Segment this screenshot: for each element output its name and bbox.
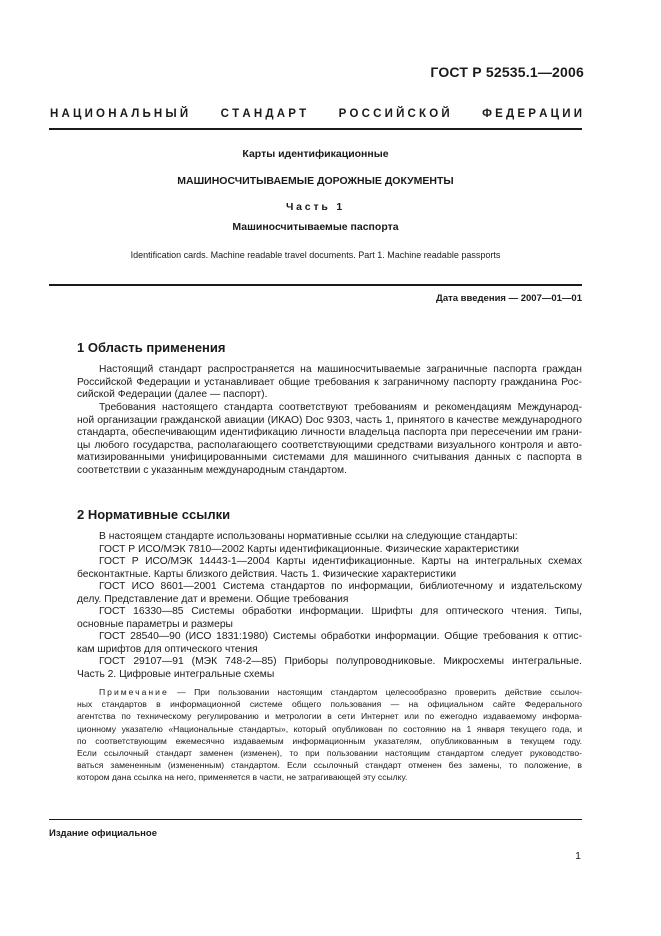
national-standard-banner [50, 108, 582, 120]
reference-line: бесконтактные. Карты близкого действия. Часть 1. Физические характеристики [77, 568, 457, 580]
note-block [77, 686, 582, 784]
footer-rule [49, 819, 582, 820]
reference-line: ГОСТ 28540—90 (ИСО 1831:1980) Системы обработки информации. Общие требования к оттис- [99, 631, 582, 642]
reference-line: делу. Представление дат и времени. Общие требования [77, 593, 349, 605]
text-line: Требования настоящего стандарта соответствуют требованиям и рекомендациям Международ- [99, 402, 582, 413]
note-line: по соответствующим ежемесячно издаваемым информационным указателям, опубликованным в текущем году. [77, 735, 582, 746]
title-rule [49, 284, 582, 286]
banner-word-federation: Ф Е Д Е Р А Ц И И [482, 108, 582, 120]
section-1-paragraph-2 [77, 402, 582, 477]
reference-line: основные параметры и размеры [77, 618, 233, 630]
note-line: ционному указателю «Национальные стандарты», который опубликован по состоянию на 1 января текущего года, и [77, 723, 582, 734]
reference-line: ГОСТ 29107—91 (МЭК 748-2—85) Приборы полупроводниковые. Микросхемы интегральные. [99, 656, 582, 667]
note-line: агентства по техническому регулированию и метрологии в сети Интернет или по ежегодно издаваемому информа- [77, 711, 582, 722]
section-1-paragraph-1 [77, 364, 582, 402]
note-first-text: — При пользовании настоящим стандартом целесообразно проверить действие ссылоч- [168, 687, 582, 697]
reference-line: ГОСТ ИСО 8601—2001 Система стандартов по информации, библиотечному и издательскому [99, 581, 582, 592]
title-line-2: МАШИНОСЧИТЫВАЕМЫЕ ДОРОЖНЫЕ ДОКУМЕНТЫ [177, 175, 454, 187]
text-line: Настоящий стандарт распространяется на машиносчитываемые заграничные паспорта граждан [99, 364, 582, 375]
normative-references-list [77, 531, 582, 681]
reference-line: ГОСТ 16330—85 Системы обработки информации. Шрифты для оптического чтения. Типы, [99, 606, 582, 617]
banner-word-national: Н А Ц И О Н А Л Ь Н Ы Й [50, 108, 189, 120]
header-rule [49, 128, 582, 130]
reference-line: В настоящем стандарте использованы нормативные ссылки на следующие стандарты: [99, 531, 518, 542]
title-part: Часть 1 [285, 201, 345, 213]
text-line: ной организации гражданской авиации (ИКАО) Doc 9303, часть 1, принятого в качестве международного [77, 414, 582, 426]
text-line: стандарта, обеспечивающим идентификацию личности владельца паспорта при пересечении им грани- [77, 427, 582, 438]
text-line: сийской Федерации (далее — паспорт). [77, 389, 268, 400]
english-title: Identification cards. Machine readable travel documents. Part 1. Machine readable passports [130, 250, 501, 260]
reference-line: ГОСТ Р ИСО/МЭК 7810—2002 Карты идентификационные. Физические характеристики [99, 543, 520, 555]
official-edition-label: Издание официальное [49, 828, 157, 839]
note-line: котором дана ссылка на него, применяется в части, не затрагивающей эту ссылку. [77, 772, 408, 783]
section-1-heading: 1 Область применения [77, 340, 226, 355]
note-line [77, 686, 582, 698]
title-line-3: Машиносчитываемые паспорта [232, 221, 399, 233]
title-line-1: Карты идентификационные [242, 148, 389, 160]
text-line: Российской Федерации и устанавливает общие требования к заграничному паспорту гражданина Рос- [77, 376, 582, 388]
text-line: матизированными унифицированными системами для машинного считывания данных с паспорта в [77, 452, 582, 463]
note-label: Примечание [99, 687, 169, 697]
banner-word-russian: Р О С С И Й С К О Й [338, 108, 450, 120]
note-line: ваться замененным (измененным) стандартом. Если ссылочный стандарт отменен без замены, то положение, в [77, 760, 582, 771]
page-number: 1 [575, 850, 581, 862]
text-line: соответствии с указанным международным стандартом. [77, 464, 347, 476]
section-2-heading: 2 Нормативные ссылки [77, 507, 231, 522]
document-number: ГОСТ Р 52535.1—2006 [430, 64, 584, 80]
introduction-date: Дата введения — 2007—01—01 [436, 293, 582, 304]
note-line: ных стандартов в информационной системе общего пользования — на официальном сайте Федерального [77, 699, 582, 710]
banner-word-standard: С Т А Н Д А Р Т [220, 108, 307, 120]
reference-line: Часть 2. Цифровые интегральные схемы [77, 668, 275, 680]
note-line: Если ссылочный стандарт заменен (изменен), то при пользовании настоящим стандартом следует руководство- [77, 748, 582, 759]
reference-line: ГОСТ Р ИСО/МЭК 14443-1—2004 Карты идентификационные. Карты на интегральных схемах [99, 556, 582, 567]
text-line: цы любого государства, располагающего соответствующими средствами визуального контроля и авто- [77, 439, 582, 451]
reference-line: кам шрифтов для оптического чтения [77, 643, 258, 655]
